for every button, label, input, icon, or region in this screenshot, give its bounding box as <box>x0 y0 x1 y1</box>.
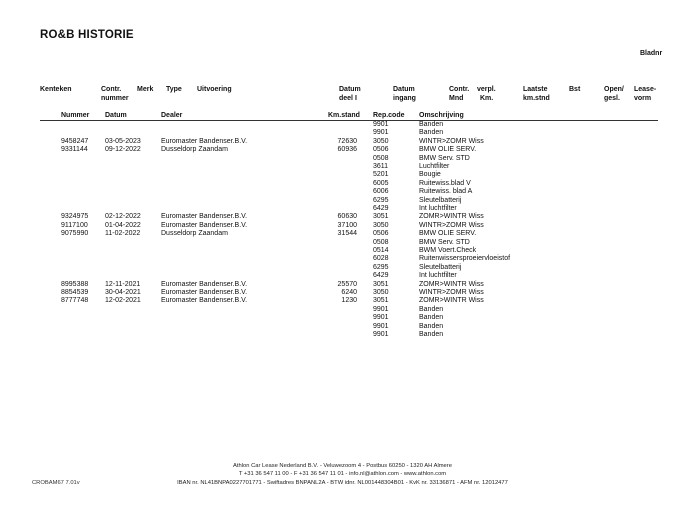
row-omschrijving: Banden <box>419 314 444 322</box>
report-version: CROBAM67 7.01v <box>32 480 80 486</box>
row-omschrijving: Bougie <box>419 171 441 179</box>
row-omschrijving: ZOMR>WINTR Wiss <box>419 297 484 305</box>
row-rep-code: 3050 <box>373 221 389 229</box>
header-contr-mnd-2: Mnd <box>449 95 464 102</box>
header-lease-vorm-1: Lease- <box>634 86 657 93</box>
row-km-stand: 6240 <box>341 289 357 296</box>
row-datum: 09-12-2022 <box>105 146 141 154</box>
row-km-stand: 60936 <box>337 146 357 154</box>
row-datum: 12-11-2021 <box>105 280 141 288</box>
header-datum-deel-1: Datum <box>339 86 361 93</box>
row-omschrijving: Ruitewiss. blad A <box>419 188 473 196</box>
row-datum: 01-04-2022 <box>105 221 141 229</box>
row-km-stand: 72630 <box>337 137 357 145</box>
page-number-label: Bladnr <box>640 50 663 57</box>
row-km-stand: 37100 <box>337 221 357 229</box>
row-nummer: 9324975 <box>61 213 89 221</box>
row-nummer: 9331144 <box>61 146 88 154</box>
row-dealer: Dusseldorp Zaandam <box>161 230 228 238</box>
row-omschrijving: BMW Serv. STD <box>419 154 470 162</box>
row-rep-code: 3051 <box>373 280 389 288</box>
header-bst: Bst <box>569 86 581 93</box>
header-verpl-km-1: verpl. <box>477 86 496 93</box>
header-laatste-km-2: km.stnd <box>523 95 550 102</box>
row-datum: 12-02-2021 <box>105 297 141 305</box>
row-omschrijving: BMW OLIE SERV. <box>419 230 477 238</box>
header-datum-deel-2: deel I <box>339 95 357 102</box>
row-omschrijving: Banden <box>419 322 444 330</box>
row-rep-code: 3051 <box>373 213 389 221</box>
row-dealer: Dusseldorp Zaandam <box>161 146 228 154</box>
header-omschrijving: Omschrijving <box>419 112 464 119</box>
row-dealer: Euromaster Bandenser.B.V. <box>161 297 248 305</box>
row-rep-code: 9901 <box>373 322 389 330</box>
row-rep-code: 6295 <box>373 196 389 204</box>
header-datum-ingang-2: ingang <box>393 95 416 102</box>
row-omschrijving: WINTR>ZOMR Wiss <box>419 221 484 229</box>
row-rep-code: 3051 <box>373 297 389 305</box>
row-dealer: Euromaster Bandenser.B.V. <box>161 280 248 288</box>
row-rep-code: 3611 <box>373 163 389 170</box>
header-verpl-km-2: Km. <box>480 95 494 102</box>
row-km-stand: 31544 <box>337 230 357 238</box>
row-km-stand: 1230 <box>341 297 357 305</box>
row-rep-code: 0508 <box>373 238 389 246</box>
header-laatste-km-1: Laatste <box>523 86 548 93</box>
header-divider <box>40 120 658 121</box>
row-km-stand: 25570 <box>337 280 357 288</box>
header-datum: Datum <box>105 112 127 119</box>
row-rep-code: 3050 <box>373 289 389 296</box>
row-datum: 30-04-2021 <box>105 289 141 296</box>
row-datum: 03-05-2023 <box>105 137 141 145</box>
row-omschrijving: Ruitenwissersproeiervloeistof <box>419 255 511 263</box>
row-omschrijving: Banden <box>419 305 444 313</box>
header-open-gesl-1: Open/ <box>604 86 624 93</box>
row-omschrijving: BMW Serv. STD <box>419 238 470 246</box>
header-km-stand: Km.stand <box>328 112 360 119</box>
row-nummer: 8854539 <box>61 289 89 296</box>
footer-contact: T +31 36 547 11 00 - F +31 36 547 11 01 - info.nl@athlon.com - www.athlon.com <box>238 471 447 477</box>
row-nummer: 9075990 <box>61 230 89 238</box>
row-datum: 11-02-2022 <box>105 230 141 238</box>
row-omschrijving: Int luchtfilter <box>419 205 457 212</box>
header-contr-mnd-1: Contr. <box>449 86 470 93</box>
row-omschrijving: ZOMR>WINTR Wiss <box>419 280 484 288</box>
row-rep-code: 6429 <box>373 205 389 212</box>
row-omschrijving: Ruitewiss.blad V <box>419 179 471 187</box>
row-rep-code: 6028 <box>373 255 389 263</box>
row-rep-code: 9901 <box>373 314 389 322</box>
row-omschrijving: Banden <box>419 121 444 128</box>
footer-address: Athlon Car Lease Nederland B.V. - Veluwezoom 4 - Postbus 60250 - 1320 AH Almere <box>233 463 452 469</box>
row-rep-code: 9901 <box>373 129 389 137</box>
row-rep-code: 9901 <box>373 331 389 338</box>
report-title: RO&B HISTORIE <box>40 29 134 41</box>
row-omschrijving: Sleutelbatterij <box>419 196 462 204</box>
row-rep-code: 9901 <box>373 305 389 313</box>
row-nummer: 8777748 <box>61 297 89 305</box>
row-nummer: 8995388 <box>61 280 89 288</box>
row-rep-code: 6295 <box>373 263 389 271</box>
row-rep-code: 0506 <box>373 230 389 238</box>
row-omschrijving: WINTR>ZOMR Wiss <box>419 289 484 296</box>
row-rep-code: 0508 <box>373 154 389 162</box>
row-rep-code: 6429 <box>373 272 389 280</box>
row-omschrijving: WINTR>ZOMR Wiss <box>419 137 484 145</box>
header-contr-nummer-2: nummer <box>101 95 129 102</box>
row-nummer: 9117100 <box>61 221 88 229</box>
row-rep-code: 6005 <box>373 179 389 187</box>
header-dealer: Dealer <box>161 112 183 119</box>
header-merk: Merk <box>137 86 154 93</box>
row-rep-code: 6006 <box>373 188 389 196</box>
row-rep-code: 3050 <box>373 137 389 145</box>
header-contr-nummer-1: Contr. <box>101 86 122 93</box>
header-type: Type <box>166 86 182 93</box>
row-dealer: Euromaster Bandenser.B.V. <box>161 221 248 229</box>
row-omschrijving: Banden <box>419 129 444 137</box>
row-datum: 02-12-2022 <box>105 213 141 221</box>
header-uitvoering: Uitvoering <box>197 86 232 93</box>
row-dealer: Euromaster Bandenser.B.V. <box>161 289 248 296</box>
row-rep-code: 5201 <box>373 171 389 179</box>
header-datum-ingang-1: Datum <box>393 86 415 93</box>
row-omschrijving: Luchtfilter <box>419 163 450 170</box>
row-nummer: 9458247 <box>61 137 89 145</box>
row-rep-code: 0514 <box>373 247 389 254</box>
row-omschrijving: Banden <box>419 331 444 338</box>
header-rep-code: Rep.code <box>373 112 405 119</box>
row-omschrijving: Sleutelbatterij <box>419 263 462 271</box>
row-rep-code: 0506 <box>373 146 389 154</box>
header-open-gesl-2: gesl. <box>604 95 620 102</box>
row-omschrijving: ZOMR>WINTR Wiss <box>419 213 484 221</box>
row-rep-code: 9901 <box>373 121 389 128</box>
row-dealer: Euromaster Bandenser.B.V. <box>161 137 248 145</box>
header-nummer: Nummer <box>61 112 90 119</box>
row-omschrijving: Int luchtfilter <box>419 272 457 280</box>
row-omschrijving: BWM Voert.Check <box>419 247 477 254</box>
row-omschrijving: BMW OLIE SERV. <box>419 146 477 154</box>
footer-bank-details: IBAN nr. NL41BNPA0227701771 - Swiftadres BNPANL2A - BTW idnr. NL001448304B01 - KvK nr. 33136871 - AFM nr. 12012477 <box>177 480 508 486</box>
row-km-stand: 60630 <box>337 213 357 221</box>
header-lease-vorm-2: vorm <box>634 95 652 102</box>
header-kenteken: Kenteken <box>40 86 72 93</box>
row-dealer: Euromaster Bandenser.B.V. <box>161 213 248 221</box>
